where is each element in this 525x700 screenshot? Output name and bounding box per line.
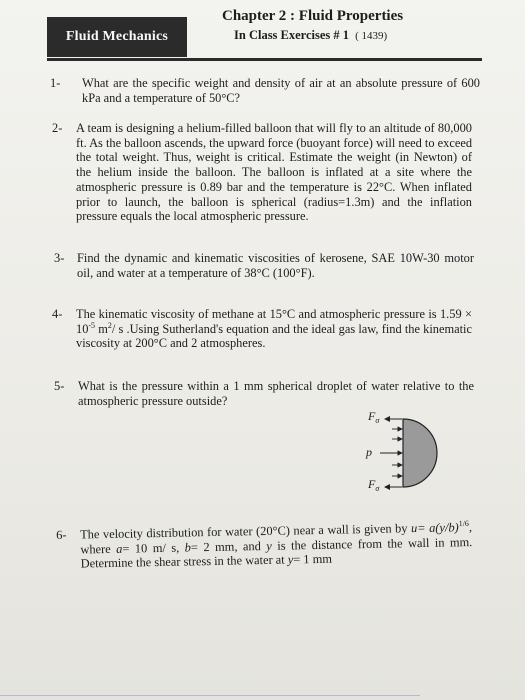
header-rule <box>47 58 482 61</box>
problem-number: 4- <box>52 307 63 321</box>
exponent: -5 <box>88 320 96 330</box>
problem-number: 6- <box>56 527 67 542</box>
problem-3 <box>54 251 474 280</box>
problem-text-part: m <box>95 321 108 336</box>
pressure-label: p <box>366 445 372 459</box>
problem-5 <box>54 379 474 408</box>
variable-y: y <box>287 552 294 567</box>
problem-text-part: = 2 mm, and <box>190 538 267 555</box>
surface-tension-label-bottom: $F_\sigma$ <box>368 477 380 493</box>
surface-tension-label-top: $F_\sigma$ <box>368 409 380 425</box>
problem-text-part: = 10 m/ s, <box>122 540 185 556</box>
problem-text-part: = 1 mm <box>293 552 333 567</box>
problem-text: What is the pressure within a 1 mm spherical droplet of water relative to the atmospheric pressure outside? <box>78 379 474 408</box>
page-bottom-line <box>0 695 420 696</box>
problem-text-part: , where <box>80 520 473 557</box>
problem-text <box>76 307 472 351</box>
exponent: 1/6 <box>458 518 469 529</box>
variable-y: y <box>266 538 272 553</box>
problem-1 <box>50 76 480 105</box>
exponent: 2 <box>107 320 112 330</box>
course-title-banner: Fluid Mechanics <box>47 17 187 57</box>
droplet-free-body-diagram <box>358 405 443 497</box>
problem-text: A team is designing a helium-filled balloon that will fly to an altitude of 80,000 ft. As the balloon ascends, the upward force (buoyant force) will need to exceed the total weight. Thus, weight is critical. Estimate the weight (in Newton) of the helium inside the balloon. The balloon is inflated at a site where the atmospheric pressure is 0.89 bar and the temperature is 22°C. When inflated prior to launch, the balloon is spherical (radius=1.3m) and the inflation pressure equals the local atmospheric pressure. <box>76 121 473 224</box>
variable-b: b <box>184 540 192 555</box>
problem-number: 5- <box>54 379 65 393</box>
problem-text-part: / s .Using Sutherland's equation and the ideal gas law, find the kinematic viscosity at 200°C and 2 atmospheres. <box>76 321 472 351</box>
problem-text-part: The kinematic viscosity of methane at 15°C and atmospheric pressure is 1.59 × 10 <box>76 307 472 336</box>
problem-6 <box>56 520 473 572</box>
problem-text <box>80 520 473 572</box>
problem-2 <box>52 121 472 224</box>
exercise-code: ( 1439) <box>355 30 388 42</box>
half-droplet-shape <box>403 419 437 487</box>
problem-text-part: The velocity distribution for water (20°C) near a wall is given by <box>79 521 412 542</box>
problem-4 <box>52 307 472 351</box>
problem-number: 1- <box>50 76 61 90</box>
velocity-equation: u= a(y/b) <box>410 520 459 536</box>
problem-text: What are the specific weight and density of air at an absolute pressure of 600 kPa and a temperature of 50°C? <box>82 76 480 105</box>
chapter-title: Chapter 2 : Fluid Properties <box>222 8 404 24</box>
problem-number: 3- <box>54 251 65 265</box>
exercise-subtitle <box>234 28 387 43</box>
problem-text-part: is the distance from the wall in mm. Determine the shear stress in the water at <box>80 534 473 571</box>
problem-text: Find the dynamic and kinematic viscosities of kerosene, SAE 10W-30 motor oil, and water at a temperature of 38°C (100°F). <box>77 251 474 280</box>
variable-a: a <box>116 541 123 556</box>
problem-number: 2- <box>52 121 63 135</box>
exercise-title: In Class Exercises # 1 <box>234 28 350 42</box>
